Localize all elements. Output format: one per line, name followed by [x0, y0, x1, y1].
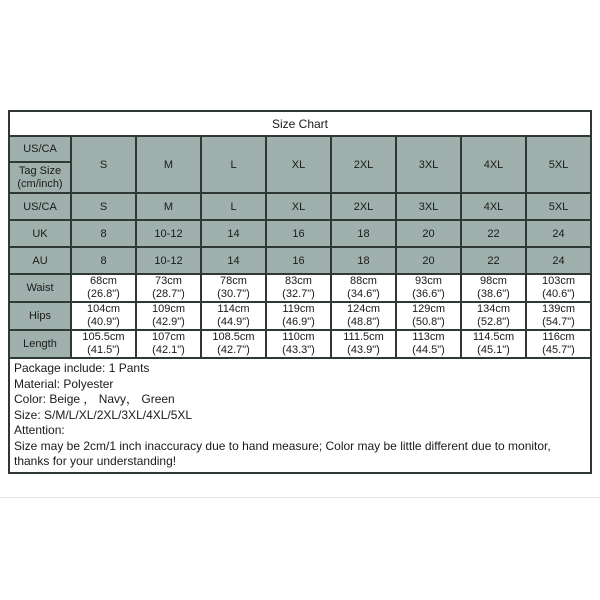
size-cell: 2XL [331, 193, 396, 220]
measure-cell: 108.5cm (42.7") [201, 330, 266, 358]
measure-cell: 114cm (44.9") [201, 302, 266, 330]
measure-cell: 116cm (45.7") [526, 330, 591, 358]
corner-us-ca-label: US/CA [9, 136, 71, 162]
measure-cell: 83cm (32.7") [266, 274, 331, 302]
note-material: Material: Polyester [14, 376, 114, 391]
corner-tag-size-label [9, 162, 71, 193]
spreadsheet-gridline-artifact [0, 497, 600, 498]
size-cell: M [136, 193, 201, 220]
note-disclaimer: Size may be 2cm/1 inch inaccuracy due to hand measure; Color may be little different due to monitor, thanks for your understanding! [14, 438, 551, 468]
row-us-ca [9, 193, 591, 220]
size-cell: 8 [71, 220, 136, 247]
note-color: Color: Beige ， Navy， Green [14, 392, 175, 406]
measure-cell: 111.5cm (43.9") [331, 330, 396, 358]
size-cell: 14 [201, 220, 266, 247]
row-label: US/CA [9, 193, 71, 220]
measure-cell: 124cm (48.8") [331, 302, 396, 330]
size-cell: 3XL [396, 193, 461, 220]
cm-inch-text: (cm/inch) [17, 177, 63, 190]
size-cell: 18 [331, 247, 396, 274]
row-hips [9, 302, 591, 330]
row-au [9, 247, 591, 274]
size-header-s: S [71, 136, 136, 193]
size-cell: 22 [461, 247, 526, 274]
size-header-xl: XL [266, 136, 331, 193]
measure-cell: 110cm (43.3") [266, 330, 331, 358]
page-title: Size Chart [9, 111, 591, 136]
title-row [9, 111, 591, 136]
note-size: Size: S/M/L/XL/2XL/3XL/4XL/5XL [14, 407, 193, 422]
size-cell: 24 [526, 220, 591, 247]
size-cell: 14 [201, 247, 266, 274]
size-cell: 24 [526, 247, 591, 274]
row-length [9, 330, 591, 358]
size-cell: 18 [331, 220, 396, 247]
measure-cell: 134cm (52.8") [461, 302, 526, 330]
size-cell: 20 [396, 220, 461, 247]
row-waist [9, 274, 591, 302]
tag-size-text: Tag Size [18, 164, 62, 177]
row-label: Waist [9, 274, 71, 302]
size-chart [8, 110, 592, 474]
note-attention: Attention: [14, 423, 65, 437]
measure-cell: 98cm (38.6") [461, 274, 526, 302]
note-package: Package include: 1 Pants [14, 361, 150, 375]
measure-cell: 78cm (30.7") [201, 274, 266, 302]
size-header-3xl: 3XL [396, 136, 461, 193]
row-label: Length [9, 330, 71, 358]
size-cell: 16 [266, 247, 331, 274]
notes-cell [9, 358, 591, 473]
size-header-5xl: 5XL [526, 136, 591, 193]
size-cell: 4XL [461, 193, 526, 220]
measure-cell: 109cm (42.9") [136, 302, 201, 330]
measure-cell: 88cm (34.6") [331, 274, 396, 302]
row-label: UK [9, 220, 71, 247]
measure-cell: 114.5cm (45.1") [461, 330, 526, 358]
measure-cell: 113cm (44.5") [396, 330, 461, 358]
size-cell: L [201, 193, 266, 220]
size-cell: 20 [396, 247, 461, 274]
size-cell: 8 [71, 247, 136, 274]
measure-cell: 103cm (40.6") [526, 274, 591, 302]
size-cell: S [71, 193, 136, 220]
row-label: Hips [9, 302, 71, 330]
measure-cell: 104cm (40.9") [71, 302, 136, 330]
measure-cell: 93cm (36.6") [396, 274, 461, 302]
measure-cell: 139cm (54.7") [526, 302, 591, 330]
size-cell: 10-12 [136, 247, 201, 274]
size-header-l: L [201, 136, 266, 193]
size-cell: 10-12 [136, 220, 201, 247]
size-cell: XL [266, 193, 331, 220]
size-cell: 22 [461, 220, 526, 247]
measure-cell: 105.5cm (41.5") [71, 330, 136, 358]
size-cell: 5XL [526, 193, 591, 220]
row-uk [9, 220, 591, 247]
size-header-2xl: 2XL [331, 136, 396, 193]
measure-cell: 119cm (46.9") [266, 302, 331, 330]
size-header-4xl: 4XL [461, 136, 526, 193]
size-chart-table [8, 110, 592, 474]
row-label: AU [9, 247, 71, 274]
header-row-top [9, 136, 591, 162]
measure-cell: 73cm (28.7") [136, 274, 201, 302]
measure-cell: 107cm (42.1") [136, 330, 201, 358]
notes-row [9, 358, 591, 473]
size-header-m: M [136, 136, 201, 193]
measure-cell: 68cm (26.8") [71, 274, 136, 302]
size-cell: 16 [266, 220, 331, 247]
measure-cell: 129cm (50.8") [396, 302, 461, 330]
